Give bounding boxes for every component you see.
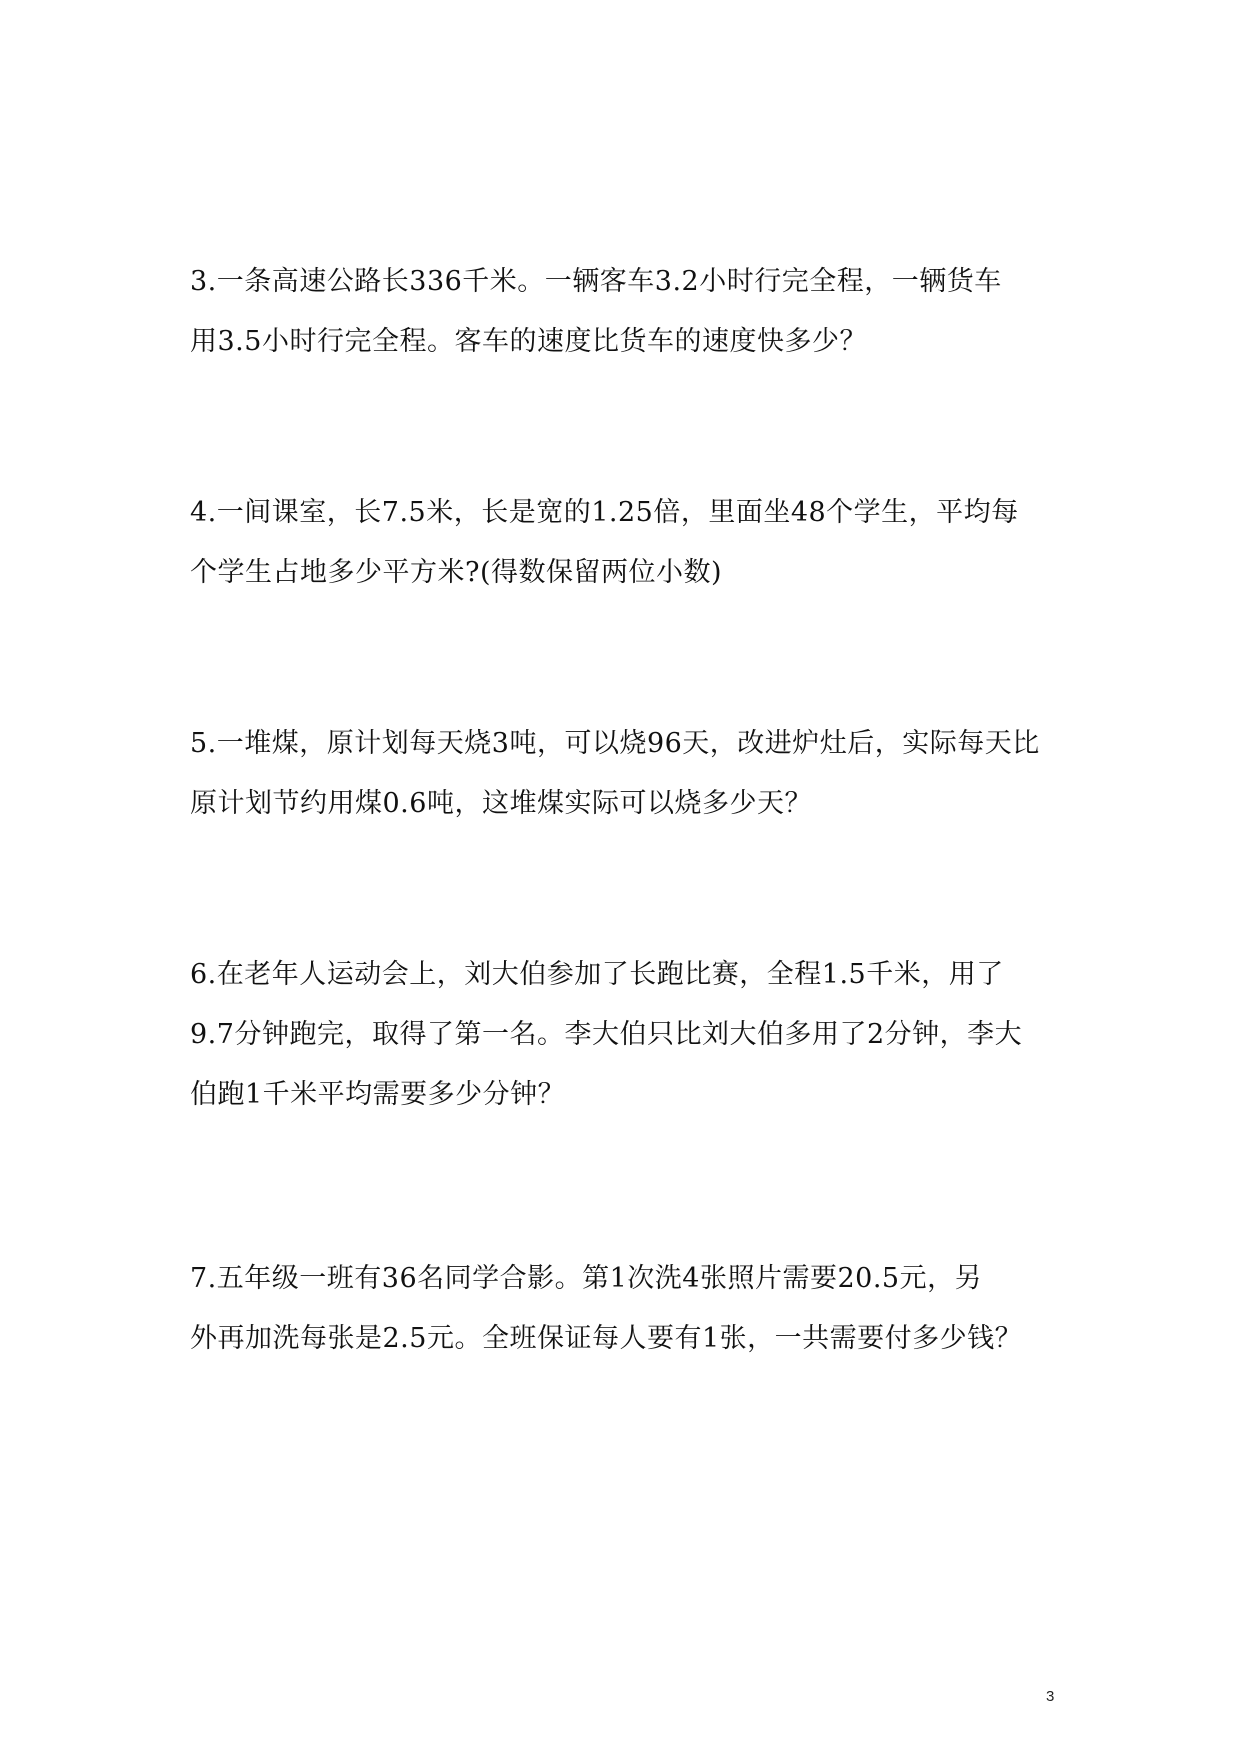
problem-5-line-2: 原计划节约用煤0.6吨，这堆煤实际可以烧多少天？ (190, 788, 812, 819)
problem-4-line-2: 个学生占地多少平方米?(得数保留两位小数) (190, 557, 723, 588)
problem-3-line-2: 用3.5小时行完全程。客车的速度比货车的速度快多少？ (190, 326, 867, 357)
problem-7-line-1: 7.五年级一班有36名同学合影。第1次洗4张照片需要20.5元，另 (190, 1263, 983, 1294)
problem-6-line-1: 6.在老年人运动会上，刘大伯参加了长跑比赛，全程1.5千米，用了 (190, 959, 1004, 990)
problem-3-line-1: 3.一条高速公路长336千米。一辆客车3.2小时行完全程，一辆货车 (190, 266, 1002, 297)
page-number: 3 (1046, 1688, 1055, 1705)
problem-6-line-3: 伯跑1千米平均需要多少分钟？ (190, 1079, 566, 1110)
problem-7-line-2: 外再加洗每张是2.5元。全班保证每人要有1张，一共需要付多少钱？ (190, 1323, 1023, 1354)
problem-5-line-1: 5.一堆煤，原计划每天烧3吨，可以烧96天，改进炉灶后，实际每天比 (190, 728, 1040, 759)
problem-4-line-1: 4.一间课室，长7.5米，长是宽的1.25倍，里面坐48个学生，平均每 (190, 497, 1019, 528)
problem-6-line-2: 9.7分钟跑完，取得了第一名。李大伯只比刘大伯多用了2分钟，李大 (190, 1019, 1023, 1050)
